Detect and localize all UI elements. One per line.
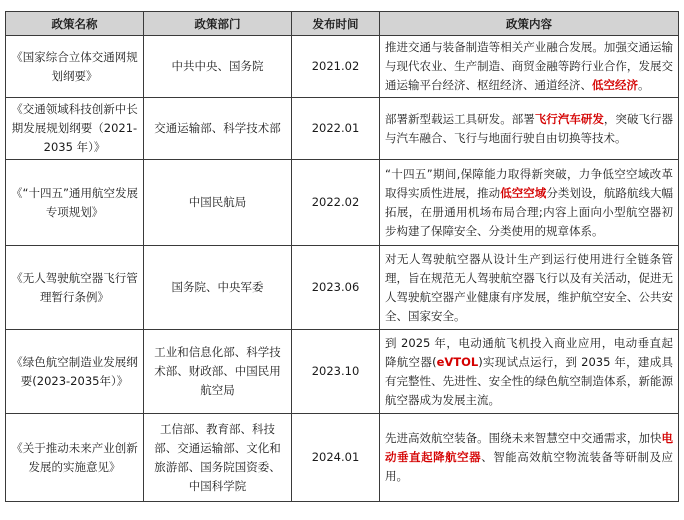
policy-department-cell: 工信部、教育部、科技部、交通运输部、文化和旅游部、国务院国资委、中国科学院 <box>144 414 292 502</box>
policy-content-cell <box>380 36 679 98</box>
table-row <box>6 330 679 414</box>
table-row <box>6 246 679 330</box>
release-date-cell: 2024.01 <box>292 414 380 502</box>
policy-department-cell: 中共中央、国务院 <box>144 36 292 98</box>
policy-department-cell: 中国民航局 <box>144 160 292 246</box>
policy-name-cell: 《关于推动未来产业创新发展的实施意见》 <box>6 414 144 502</box>
content-text: 。 <box>638 78 650 92</box>
highlighted-term: 低空空域 <box>500 185 547 200</box>
policy-name-cell: 《无人驾驶航空器飞行管理暂行条例》 <box>6 246 144 330</box>
table-row <box>6 36 679 98</box>
highlighted-term: 电动垂直起降航空器 <box>385 431 673 464</box>
header-policy-name: 政策名称 <box>6 12 144 36</box>
content-text: 部署新型载运工具研发。部署 <box>385 111 535 126</box>
content-text: 推进交通与装备制造等相关产业融合发展。加强交通运输与现代农业、生产制造、商贸金融等跨行业合作，发展交通运输平台经济、枢纽经济、通道经济、 <box>385 40 673 92</box>
policy-table <box>5 11 679 502</box>
content-text: “十四五”期间,保障能力取得新突破，力争低空空域改革取得实质性进展，推动 <box>385 166 673 200</box>
header-policy-content: 政策内容 <box>380 12 679 36</box>
policy-department-cell: 国务院、中央军委 <box>144 246 292 330</box>
policy-name-cell: 《绿色航空制造业发展纲要(2023-2035年）》 <box>6 330 144 414</box>
table-row <box>6 98 679 160</box>
release-date-cell: 2022.01 <box>292 98 380 160</box>
policy-content-cell <box>380 98 679 160</box>
policy-content-cell <box>380 330 679 414</box>
release-date-cell: 2021.02 <box>292 36 380 98</box>
table-body <box>6 36 679 502</box>
content-text: 对无人驾驶航空器从设计生产到运行使用进行全链条管理，旨在规范无人驾驶航空器飞行以及有关活动，促进无人驾驶航空器产业健康有序发展，维护航空安全、公共安全、国家安全。 <box>385 251 673 323</box>
table-header <box>6 12 679 36</box>
content-text: ，突破飞行器与汽车融合、飞行与地面行驶自由切换等技术。 <box>385 111 674 145</box>
highlighted-term: eVTOL <box>436 354 479 369</box>
release-date-cell: 2023.06 <box>292 246 380 330</box>
content-text: 、智能高效航空物流装备等研制及应用。 <box>385 450 674 483</box>
release-date-cell: 2022.02 <box>292 160 380 246</box>
policy-content-cell <box>380 160 679 246</box>
content-text: 先进高效航空装备。围绕未来智慧空中交通需求，加快 <box>385 431 662 445</box>
policy-name-cell: 《国家综合立体交通网规划纲要》 <box>6 36 144 98</box>
table-row <box>6 414 679 502</box>
policy-content-cell <box>380 246 679 330</box>
header-policy-department: 政策部门 <box>144 12 292 36</box>
policy-content-cell <box>380 414 679 502</box>
header-release-date: 发布时间 <box>292 12 380 36</box>
content-text: 分类划设，航路航线大幅拓展，在册通用机场布局合理;内容上面向小型航空器初步构建了保障安全、分类使用的规章体系。 <box>385 185 674 238</box>
policy-name-cell: 《“十四五”通用航空发展专项规划》 <box>6 160 144 246</box>
highlighted-term: 低空经济 <box>592 78 638 92</box>
highlighted-term: 飞行汽车研发 <box>534 111 604 126</box>
policy-department-cell: 交通运输部、科学技术部 <box>144 98 292 160</box>
release-date-cell: 2023.10 <box>292 330 380 414</box>
content-text: 到 2025 年，电动通航飞机投入商业应用，电动垂直起降航空器( <box>385 335 673 369</box>
table-row <box>6 160 679 246</box>
policy-name-cell: 《交通领域科技创新中长期发展规划纲要（2021-2035 年）》 <box>6 98 144 160</box>
policy-department-cell: 工业和信息化部、科学技术部、财政部、中国民用航空局 <box>144 330 292 414</box>
content-text: )实现试点运行，到 2035 年，建成具有完整性、先进性、安全性的绿色航空制造体系，新能源航空器成为发展主流。 <box>385 354 673 407</box>
